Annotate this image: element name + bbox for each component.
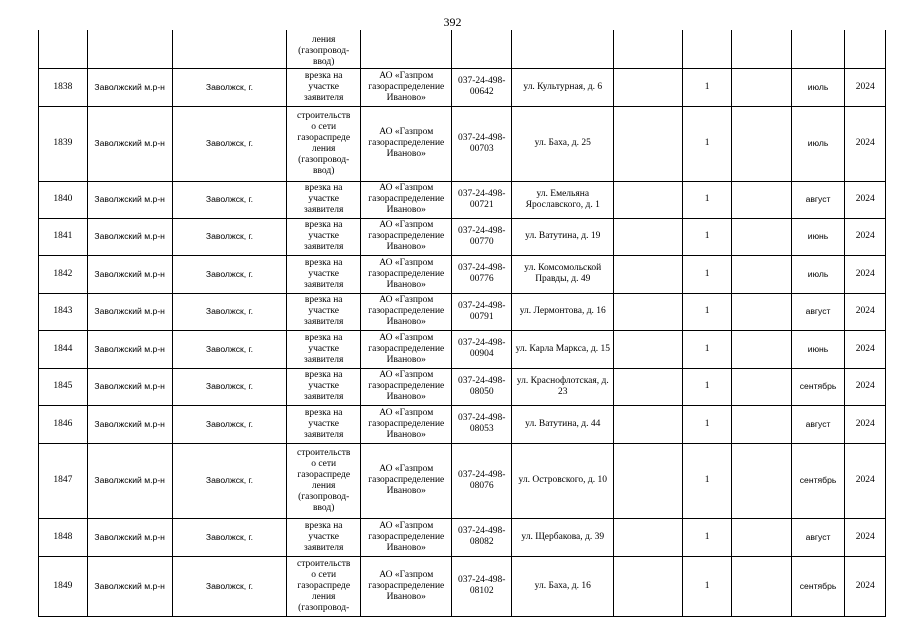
work-type-line: врезка на	[304, 520, 343, 531]
organization-cell: АО «Газпром газораспределение Иваново»	[361, 181, 452, 218]
work-type-line: врезка на	[304, 407, 343, 418]
work-type-line: участке	[308, 81, 340, 92]
application-code-cell: 037-24-498-08076	[452, 443, 512, 518]
year-cell: 2024	[845, 443, 886, 518]
count-cell: 1	[683, 106, 732, 181]
year-cell: 2024	[845, 293, 886, 330]
empty-cell	[731, 293, 791, 330]
work-type-line: о сети	[311, 569, 337, 580]
table-row	[39, 556, 886, 616]
application-code-cell: 037-24-498-00776	[452, 255, 512, 293]
work-type-line: участке	[308, 531, 340, 542]
empty-cell	[731, 255, 791, 293]
work-type-line: заявителя	[303, 429, 344, 440]
organization-cell: АО «Газпром газораспределение Иваново»	[361, 405, 452, 443]
application-code-cell: 037-24-498-00770	[452, 218, 512, 255]
year-cell: 2024	[845, 218, 886, 255]
month-cell: сентябрь	[791, 443, 845, 518]
empty-cell	[731, 556, 791, 616]
district-cell: Заволжский м.р-н	[87, 330, 172, 368]
work-type-line: ления	[311, 480, 336, 491]
application-code-cell: 037-24-498-08053	[452, 405, 512, 443]
year-cell: 2024	[845, 556, 886, 616]
locality-cell: Заволжск, г.	[172, 181, 286, 218]
application-code-cell: 037-24-498-08050	[452, 368, 512, 405]
count-cell: 1	[683, 518, 732, 556]
table-row	[39, 255, 886, 293]
empty-cell	[731, 218, 791, 255]
work-type-cell	[287, 518, 361, 556]
work-type-line: участке	[308, 381, 340, 391]
address-cell: ул. Лермонтова, д. 16	[512, 293, 614, 330]
count-cell: 1	[683, 443, 732, 518]
work-type-cell	[287, 405, 361, 443]
locality-cell: Заволжск, г.	[172, 293, 286, 330]
work-type-line: заявителя	[303, 317, 344, 327]
work-type-line: заявителя	[303, 242, 344, 252]
address-cell: ул. Баха, д. 25	[512, 106, 614, 181]
organization-cell: АО «Газпром газораспределение Иваново»	[361, 293, 452, 330]
row-number-cell: 1845	[39, 368, 88, 405]
empty-cell	[614, 405, 683, 443]
table-row	[39, 443, 886, 518]
year-cell: 2024	[845, 518, 886, 556]
organization-cell: АО «Газпром газораспределение Иваново»	[361, 330, 452, 368]
work-type-line: участке	[308, 231, 340, 241]
address-cell: ул. Ватутина, д. 44	[512, 405, 614, 443]
work-type-line: врезка на	[304, 70, 343, 81]
row-number-cell: 1848	[39, 518, 88, 556]
organization-cell: АО «Газпром газораспределение Иваново»	[361, 443, 452, 518]
empty-cell	[614, 181, 683, 218]
work-type-line: строительств	[296, 110, 351, 121]
empty-cell	[614, 68, 683, 106]
row-number-cell: 1839	[39, 106, 88, 181]
row-number-cell: 1844	[39, 330, 88, 368]
empty-cell	[614, 293, 683, 330]
work-type-line: заявителя	[303, 542, 344, 553]
work-type-line: заявителя	[303, 92, 344, 103]
district-cell: Заволжский м.р-н	[87, 255, 172, 293]
application-code-cell: 037-24-498-08102	[452, 556, 512, 616]
count-cell: 1	[683, 255, 732, 293]
organization-cell: АО «Газпром газораспределение Иваново»	[361, 556, 452, 616]
row-number-cell: 1849	[39, 556, 88, 616]
work-type-line: заявителя	[303, 279, 344, 290]
empty-cell	[731, 330, 791, 368]
work-type-line: ввод)	[312, 56, 335, 67]
month-cell: июль	[791, 255, 845, 293]
work-type-line: врезка на	[304, 220, 343, 230]
table-row	[39, 218, 886, 255]
locality-cell: Заволжск, г.	[172, 405, 286, 443]
table-row	[39, 106, 886, 181]
application-code-cell: 037-24-498-08082	[452, 518, 512, 556]
work-type-cell	[287, 181, 361, 218]
work-type-line: строительств	[296, 447, 351, 458]
district-cell: Заволжский м.р-н	[87, 68, 172, 106]
application-code-cell: 037-24-498-00721	[452, 181, 512, 218]
year-cell: 2024	[845, 106, 886, 181]
table-row	[39, 368, 886, 405]
year-cell: 2024	[845, 181, 886, 218]
empty-cell	[614, 218, 683, 255]
work-type-line: о сети	[311, 121, 337, 132]
table-row	[39, 330, 886, 368]
work-type-line: (газопровод-	[298, 154, 350, 165]
count-cell: 1	[683, 181, 732, 218]
empty-cell	[614, 106, 683, 181]
address-cell: ул. Баха, д. 16	[512, 556, 614, 616]
work-type-cell	[287, 368, 361, 405]
work-type-cell	[287, 68, 361, 106]
empty-cell	[731, 443, 791, 518]
work-type-line: (газопровод-	[298, 491, 350, 502]
row-number-cell: 1838	[39, 68, 88, 106]
empty-cell	[614, 330, 683, 368]
application-code-cell: 037-24-498-00791	[452, 293, 512, 330]
empty-cell	[731, 405, 791, 443]
year-cell: 2024	[845, 368, 886, 405]
work-type-line: участке	[308, 194, 340, 204]
table-row	[39, 293, 886, 330]
application-code-cell: 037-24-498-00904	[452, 330, 512, 368]
table-row	[39, 405, 886, 443]
district-cell: Заволжский м.р-н	[87, 443, 172, 518]
work-type-line: газораспреде	[297, 580, 351, 591]
organization-cell: АО «Газпром газораспределение Иваново»	[361, 518, 452, 556]
locality-cell: Заволжск, г.	[172, 556, 286, 616]
district-cell: Заволжский м.р-н	[87, 106, 172, 181]
work-type-cell	[287, 218, 361, 255]
address-cell: ул. Островского, д. 10	[512, 443, 614, 518]
table-row	[39, 68, 886, 106]
work-type-line: заявителя	[303, 354, 344, 365]
row-number-cell: 1843	[39, 293, 88, 330]
work-type-line: о сети	[311, 458, 337, 469]
locality-cell: Заволжск, г.	[172, 443, 286, 518]
locality-cell: Заволжск, г.	[172, 368, 286, 405]
locality-cell: Заволжск, г.	[172, 218, 286, 255]
empty-cell	[614, 443, 683, 518]
row-number-cell: 1841	[39, 218, 88, 255]
work-type-cell	[287, 293, 361, 330]
gas-connection-table	[38, 30, 886, 617]
address-cell: ул. Щербакова, д. 39	[512, 518, 614, 556]
row-number-cell: 1842	[39, 255, 88, 293]
work-type-cell	[287, 330, 361, 368]
work-type-line: газораспреде	[297, 469, 351, 480]
district-cell: Заволжский м.р-н	[87, 405, 172, 443]
year-cell: 2024	[845, 405, 886, 443]
month-cell: август	[791, 181, 845, 218]
work-type-line: врезка на	[304, 370, 343, 380]
empty-cell	[731, 68, 791, 106]
empty-cell	[614, 255, 683, 293]
row-number-cell: 1840	[39, 181, 88, 218]
row-number-cell: 1846	[39, 405, 88, 443]
locality-cell: Заволжск, г.	[172, 106, 286, 181]
empty-cell	[731, 181, 791, 218]
locality-cell: Заволжск, г.	[172, 255, 286, 293]
empty-cell	[614, 556, 683, 616]
address-cell: ул. Краснофлотская, д. 23	[512, 368, 614, 405]
table-row-continuation	[39, 30, 886, 68]
table-body	[39, 30, 886, 616]
work-type-line: (газопровод-	[298, 602, 350, 613]
row-number-cell: 1847	[39, 443, 88, 518]
organization-cell: АО «Газпром газораспределение Иваново»	[361, 68, 452, 106]
work-type-line: ввод)	[312, 165, 335, 176]
work-type-line: участке	[308, 418, 340, 429]
address-cell: ул. Емельяна Ярославского, д. 1	[512, 181, 614, 218]
locality-cell: Заволжск, г.	[172, 68, 286, 106]
count-cell: 1	[683, 293, 732, 330]
month-cell: сентябрь	[791, 368, 845, 405]
month-cell: сентябрь	[791, 556, 845, 616]
district-cell: Заволжский м.р-н	[87, 518, 172, 556]
district-cell: Заволжский м.р-н	[87, 181, 172, 218]
month-cell: июнь	[791, 330, 845, 368]
work-type-line: заявителя	[303, 392, 344, 402]
table-row	[39, 518, 886, 556]
work-type-cell	[287, 255, 361, 293]
empty-cell	[731, 368, 791, 405]
work-type-line: врезка на	[304, 295, 343, 305]
month-cell: июль	[791, 106, 845, 181]
district-cell: Заволжский м.р-н	[87, 293, 172, 330]
work-type-cell	[287, 106, 361, 181]
organization-cell: АО «Газпром газораспределение Иваново»	[361, 218, 452, 255]
address-cell: ул. Культурная, д. 6	[512, 68, 614, 106]
locality-cell: Заволжск, г.	[172, 330, 286, 368]
district-cell: Заволжский м.р-н	[87, 556, 172, 616]
work-type-line: участке	[308, 343, 340, 354]
organization-cell: АО «Газпром газораспределение Иваново»	[361, 368, 452, 405]
table-row	[39, 181, 886, 218]
application-code-cell: 037-24-498-00703	[452, 106, 512, 181]
count-cell: 1	[683, 330, 732, 368]
month-cell: август	[791, 293, 845, 330]
count-cell: 1	[683, 556, 732, 616]
address-cell: ул. Комсомольской Правды, д. 49	[512, 255, 614, 293]
work-type-line: ления	[311, 34, 336, 45]
work-type-cell	[287, 556, 361, 616]
month-cell: июнь	[791, 218, 845, 255]
year-cell: 2024	[845, 255, 886, 293]
empty-cell	[614, 518, 683, 556]
count-cell: 1	[683, 68, 732, 106]
work-type-line: (газопровод-	[298, 45, 350, 56]
month-cell: август	[791, 518, 845, 556]
work-type-line: газораспреде	[297, 132, 351, 143]
work-type-line: врезка на	[304, 183, 343, 193]
work-type-line: ления	[311, 143, 336, 154]
work-type-line: ления	[311, 591, 336, 602]
count-cell: 1	[683, 368, 732, 405]
work-type-cell	[287, 30, 361, 68]
address-cell: ул. Ватутина, д. 19	[512, 218, 614, 255]
year-cell: 2024	[845, 330, 886, 368]
work-type-line: строительств	[296, 558, 351, 569]
locality-cell: Заволжск, г.	[172, 518, 286, 556]
empty-cell	[731, 518, 791, 556]
page-number: 392	[443, 15, 462, 29]
work-type-line: заявителя	[303, 205, 344, 215]
organization-cell: АО «Газпром газораспределение Иваново»	[361, 106, 452, 181]
month-cell: июль	[791, 68, 845, 106]
empty-cell	[731, 106, 791, 181]
district-cell: Заволжский м.р-н	[87, 368, 172, 405]
work-type-line: ввод)	[312, 502, 335, 513]
address-cell: ул. Карла Маркса, д. 15	[512, 330, 614, 368]
district-cell: Заволжский м.р-н	[87, 218, 172, 255]
work-type-line: врезка на	[304, 332, 343, 343]
organization-cell: АО «Газпром газораспределение Иваново»	[361, 255, 452, 293]
work-type-cell	[287, 443, 361, 518]
work-type-line: врезка на	[304, 257, 343, 268]
month-cell: август	[791, 405, 845, 443]
application-code-cell: 037-24-498-00642	[452, 68, 512, 106]
count-cell: 1	[683, 405, 732, 443]
count-cell: 1	[683, 218, 732, 255]
empty-cell	[614, 368, 683, 405]
year-cell: 2024	[845, 68, 886, 106]
work-type-line: участке	[308, 268, 340, 279]
work-type-line: участке	[308, 306, 340, 316]
